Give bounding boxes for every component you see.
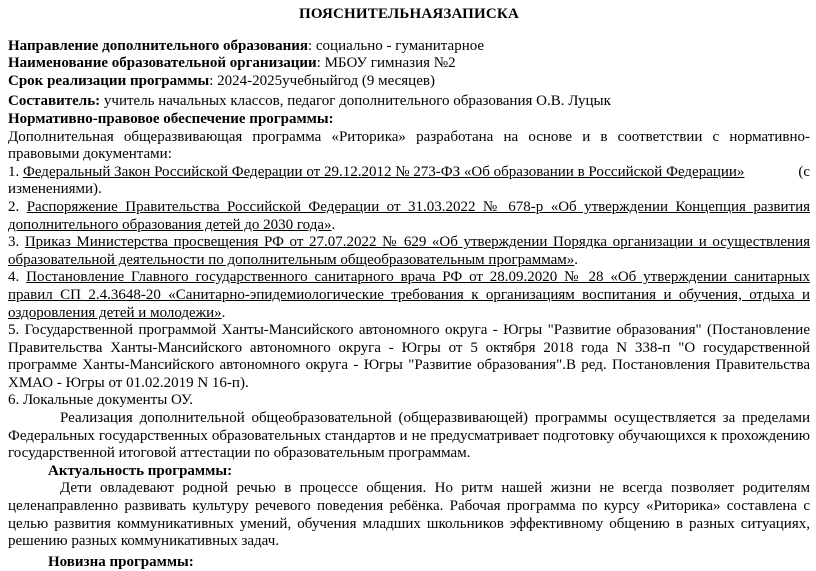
doc-item-1-number: 1. [8,163,23,180]
term-line [8,73,810,91]
implementation-paragraph: Реализация дополнительной общеобразовательной (общеразвивающей) программы осуществляется за пределами Федеральных государственных образовательных стандартов и не предусматривает подготовку обучающихся к прохождению государственной итоговой аттестации по образовательным программам. [8,410,810,462]
doc-item-1-first-row [8,164,810,182]
doc-item-1-link[interactable]: Федеральный Закон Российской Федерации от 29.12.2012 № 273-ФЗ «Об образовании в Российской Федерации» [23,163,745,180]
doc-item-4 [8,269,810,322]
doc-item-5: 5. Государственной программой Ханты-Мансийского автономного округа - Югры "Развитие образования" (Постановление Правительства Ханты-Мансийского автономного округа - Югры от 5 октября 2018 года N 338-п "О государственной программе Ханты-Мансийского автономного округа - Югры "Развитие образования".В ред. Постановления Правительства ХМАО - Югры от 01.02.2019 N 16-п). [8,322,810,391]
document-title: ПОЯСНИТЕЛЬНАЯЗАПИСКА [298,6,520,22]
organization-label: Наименование образовательной организации [8,55,317,72]
doc-item-4-tail: . [221,304,226,321]
direction-label: Направление дополнительного образования [8,37,308,54]
author-value: учитель начальных классов, педагог дополнительного образования О.В. Луцык [100,93,611,110]
doc-item-4-link[interactable]: Постановление Главного государственного санитарного врача РФ от 28.09.2020 № 28 «Об утверждении санитарных правил СП 2.4.3648-20 «Санитарно-эпидемиологические требования к организациям воспитания и обучения, отдыха и оздоровления детей и молодежи» [8,269,810,321]
doc-item-1 [8,164,810,199]
organization-line [8,55,810,73]
term-value: : 2024-2025учебныйгод (9 месяцев) [209,72,435,89]
doc-item-3-number: 3. [8,234,25,251]
direction-value: : социально - гуманитарное [307,37,485,54]
legal-intro: Дополнительная общеразвивающая программа «Риторика» разработана на основе и в соответствии с нормативно-правовыми документами: [8,128,810,163]
author-line [8,93,810,111]
doc-item-3-tail: . [574,251,579,268]
novelty-heading: Новизна программы: [48,553,194,570]
doc-item-4-number: 4. [8,269,27,286]
legal-heading: Нормативно-правовое обеспечение программы: [8,110,334,127]
doc-item-6: 6. Локальные документы ОУ. [8,392,193,409]
doc-item-3-link[interactable]: Приказ Министерства просвещения РФ от 27.07.2022 № 629 «Об утверждении Порядка организации и осуществления образовательной деятельности по дополнительным общеобразовательным программам» [8,234,811,268]
relevance-paragraph: Дети овладевают родной речью в процессе общения. Но ритм нашей жизни не всегда позволяет родителям целенаправленно развивать культуру речевого поведения ребёнка. Рабочая программа по курсу «Риторика» составлена с целью развития коммуникативных умений, обучения младших школьников эффективному общению в разных ситуациях, решению разных коммуникативных задач. [8,480,810,550]
relevance-heading: Актуальность программы: [48,462,233,479]
doc-item-2 [8,199,810,234]
term-label: Срок реализации программы [8,72,210,89]
doc-item-2-number: 2. [8,198,27,215]
doc-item-2-link[interactable]: Распоряжение Правительства Российской Федерации от 31.03.2022 № 678-р «Об утверждении Концепция развития дополнительного образования детей до 2030 года» [8,198,811,233]
doc-item-1-tail-a: (с [798,163,810,180]
organization-value: : МБОУ гимназия №2 [316,55,456,72]
doc-item-3 [8,234,810,269]
direction-line [8,38,810,56]
doc-item-2-tail: . [331,216,336,233]
doc-item-1-text [8,164,744,182]
author-label: Составитель: [8,93,101,110]
doc-item-1-tail-b: изменениями). [8,181,102,198]
